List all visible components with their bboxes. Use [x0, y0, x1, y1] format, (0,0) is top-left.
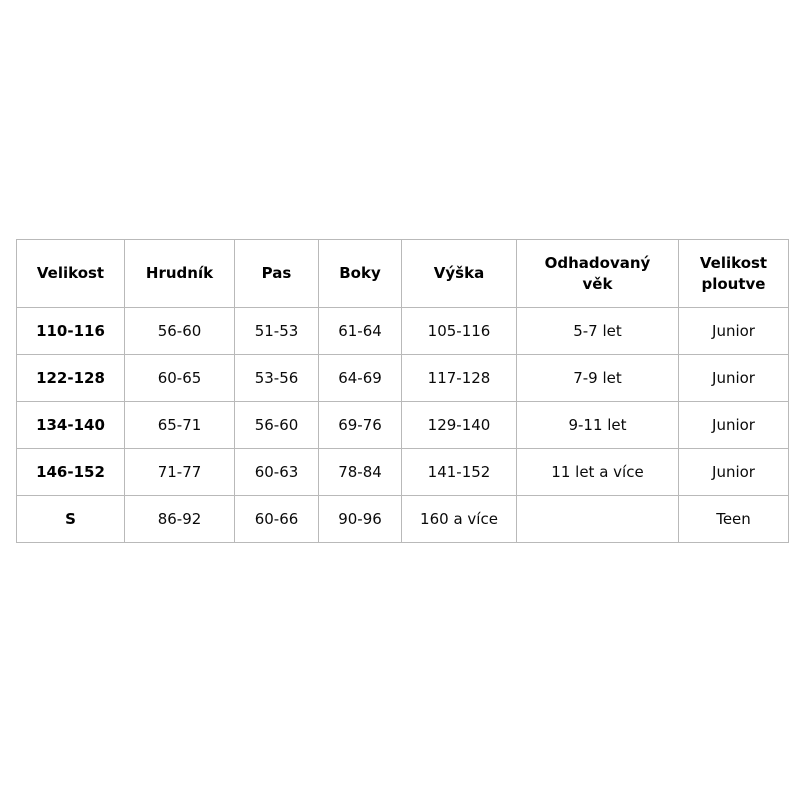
table-cell: 60-63 — [235, 449, 319, 496]
column-header-label: Výška — [433, 264, 485, 283]
table-cell: 160 a více — [402, 496, 517, 543]
table-cell: 64-69 — [319, 355, 402, 402]
row-header-cell: 134-140 — [17, 402, 125, 449]
column-header — [517, 240, 679, 308]
table-cell: Junior — [679, 449, 789, 496]
table-cell: 60-65 — [125, 355, 235, 402]
table-row — [17, 355, 789, 402]
table-cell: 61-64 — [319, 308, 402, 355]
column-header-label: Odhadovaný věk — [544, 254, 651, 293]
table-cell: 90-96 — [319, 496, 402, 543]
table-cell — [517, 496, 679, 543]
table-row — [17, 496, 789, 543]
table-cell: 60-66 — [235, 496, 319, 543]
table-cell: 5-7 let — [517, 308, 679, 355]
column-header-label: Velikost ploutve — [699, 254, 768, 293]
table-cell: 65-71 — [125, 402, 235, 449]
table-cell: 51-53 — [235, 308, 319, 355]
header-row — [17, 240, 789, 308]
table-body — [17, 308, 789, 543]
table-cell: 9-11 let — [517, 402, 679, 449]
table-cell: 56-60 — [235, 402, 319, 449]
table-cell: Teen — [679, 496, 789, 543]
column-header-label: Hrudník — [145, 264, 214, 283]
table-cell: 53-56 — [235, 355, 319, 402]
column-header — [235, 240, 319, 308]
column-header-label: Velikost — [36, 264, 105, 283]
table-cell: 69-76 — [319, 402, 402, 449]
row-header-cell: 146-152 — [17, 449, 125, 496]
table-cell: 105-116 — [402, 308, 517, 355]
column-header — [679, 240, 789, 308]
table-cell: 56-60 — [125, 308, 235, 355]
table-cell: 7-9 let — [517, 355, 679, 402]
table-row — [17, 402, 789, 449]
column-header-label: Pas — [261, 264, 292, 283]
table-cell: 129-140 — [402, 402, 517, 449]
table-cell: Junior — [679, 308, 789, 355]
table-cell: 11 let a více — [517, 449, 679, 496]
table-row — [17, 308, 789, 355]
column-header — [402, 240, 517, 308]
table-cell: 141-152 — [402, 449, 517, 496]
table-cell: Junior — [679, 402, 789, 449]
column-header — [125, 240, 235, 308]
column-header — [17, 240, 125, 308]
table-cell: 117-128 — [402, 355, 517, 402]
table-row — [17, 449, 789, 496]
row-header-cell: S — [17, 496, 125, 543]
table-cell: Junior — [679, 355, 789, 402]
table-cell: 78-84 — [319, 449, 402, 496]
table-cell: 71-77 — [125, 449, 235, 496]
row-header-cell: 122-128 — [17, 355, 125, 402]
row-header-cell: 110-116 — [17, 308, 125, 355]
size-chart-table — [16, 239, 789, 543]
column-header — [319, 240, 402, 308]
table-cell: 86-92 — [125, 496, 235, 543]
column-header-label: Boky — [339, 264, 381, 283]
